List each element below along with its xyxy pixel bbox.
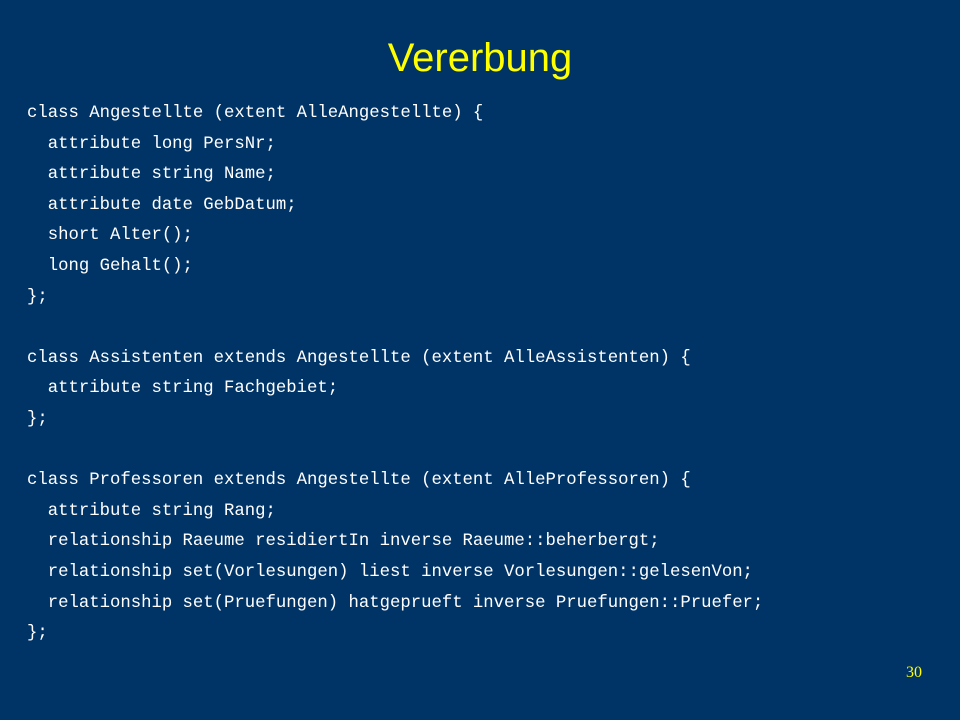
code-block bbox=[27, 99, 763, 650]
code-line: short Alter(); bbox=[27, 226, 193, 246]
slide-title: Vererbung bbox=[387, 36, 573, 80]
code-line: attribute string Fachgebiet; bbox=[27, 379, 339, 399]
code-line: attribute long PersNr; bbox=[27, 134, 276, 154]
code-line-blank bbox=[27, 436, 763, 467]
code-line: attribute string Name; bbox=[27, 165, 276, 185]
code-line: class Angestellte (extent AlleAngestellte) { bbox=[27, 104, 484, 123]
code-line: attribute string Rang; bbox=[27, 501, 276, 521]
code-line: class Professoren extends Angestellte (extent AlleProfessoren) { bbox=[27, 471, 691, 491]
code-line: relationship Raeume residiertIn inverse Raeume::beherbergt; bbox=[27, 532, 660, 552]
page-number: 30 bbox=[906, 664, 922, 681]
code-line: class Assistenten extends Angestellte (extent AlleAssistenten) { bbox=[27, 348, 691, 368]
code-line: }; bbox=[27, 409, 48, 429]
code-line: }; bbox=[27, 624, 48, 644]
code-line: relationship set(Pruefungen) hatgeprueft inverse Pruefungen::Pruefer; bbox=[27, 593, 764, 613]
code-line-blank bbox=[27, 313, 763, 344]
code-line: long Gehalt(); bbox=[27, 256, 193, 276]
code-line: attribute date GebDatum; bbox=[27, 195, 297, 215]
code-line: }; bbox=[27, 287, 48, 307]
code-line: relationship set(Vorlesungen) liest inverse Vorlesungen::gelesenVon; bbox=[27, 562, 753, 582]
